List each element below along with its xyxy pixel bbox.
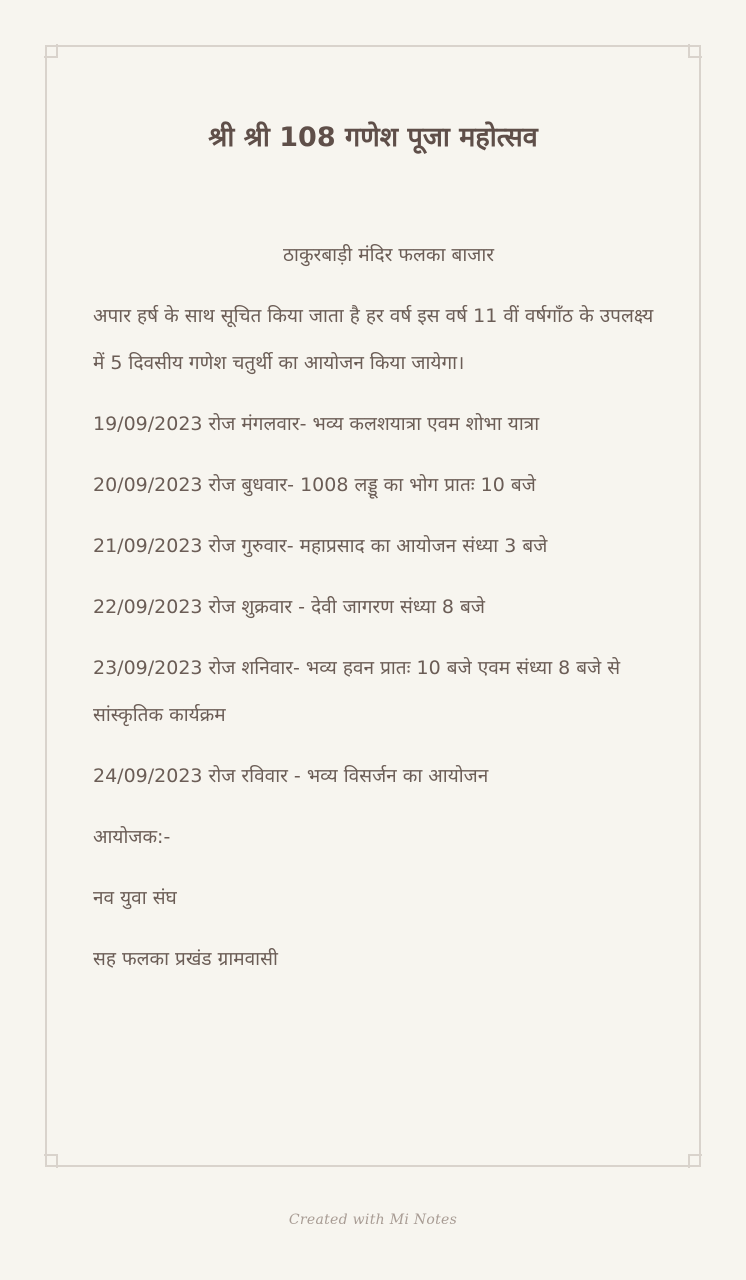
venue-line: ठाकुरबाड़ी मंदिर फलका बाजार — [283, 244, 495, 266]
schedule-item: 24/09/2023 रोज रविवार - भव्य विसर्जन का आयोजन — [93, 765, 489, 787]
corner-ornament — [44, 1154, 58, 1168]
schedule-item: 22/09/2023 रोज शुक्रवार - देवी जागरण संध्या 8 बजे — [93, 596, 486, 618]
schedule-item: 23/09/2023 रोज शनिवार- भव्य हवन प्रातः 10 बजे एवम संध्या 8 बजे से सांस्कृतिक कार्यक्रम — [93, 657, 621, 726]
note-title: श्री श्री 108 गणेश पूजा महोत्सव — [208, 122, 538, 153]
schedule-item: 19/09/2023 रोज मंगलवार- भव्य कलशयात्रा एवम शोभा यात्रा — [93, 413, 540, 435]
note-body — [93, 232, 665, 997]
organizer-name: सह फलका प्रखंड ग्रामवासी — [93, 948, 278, 970]
intro-paragraph: अपार हर्ष के साथ सूचित किया जाता है हर वर्ष इस वर्ष 11 वीं वर्षगाँठ के उपलक्ष्य में 5 दिवसीय गणेश चतुर्थी का आयोजन किया जायेगा। — [93, 305, 654, 374]
schedule-item: 21/09/2023 रोज गुरुवार- महाप्रसाद का आयोजन संध्या 3 बजे — [93, 535, 548, 557]
corner-ornament — [44, 44, 58, 58]
watermark-text: Created with Mi Notes — [288, 1212, 458, 1228]
schedule-item: 20/09/2023 रोज बुधवार- 1008 लड्डू का भोग प्रातः 10 बजे — [93, 474, 536, 496]
corner-ornament — [688, 44, 702, 58]
organizer-name: नव युवा संघ — [93, 887, 177, 909]
corner-ornament — [688, 1154, 702, 1168]
organizer-label: आयोजक:- — [93, 826, 171, 848]
